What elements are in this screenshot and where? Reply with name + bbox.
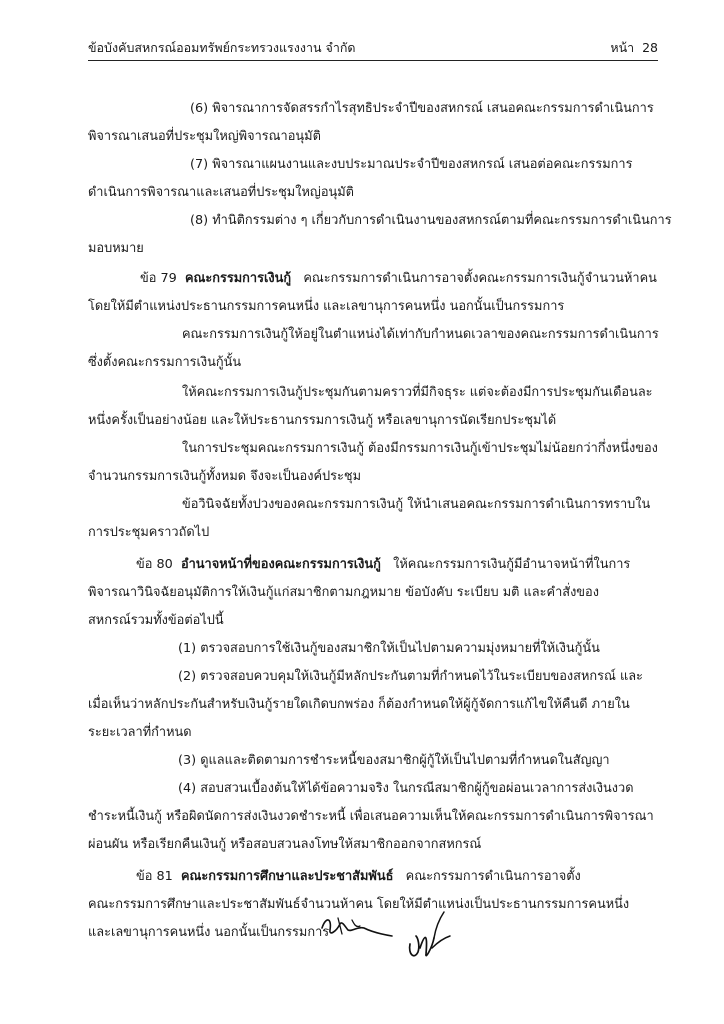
section-79-heading — [140, 270, 657, 288]
section-80-number: ข้อ 80 — [136, 557, 173, 572]
header-divider — [88, 60, 658, 61]
item-8-line-2: มอบหมาย — [88, 241, 144, 256]
section-80-item-2-line-1: (2) ตรวจสอบควบคุมให้เงินกู้มีหลักประกันตามที่กำหนดไว้ในระเบียบของสหกรณ์ และ — [178, 669, 643, 684]
handwritten-signature-2 — [404, 908, 454, 964]
page-header — [88, 34, 658, 58]
section-81-text: คณะกรรมการดำเนินการอาจตั้ง — [405, 869, 581, 884]
document-title: ข้อบังคับสหกรณ์ออมทรัพย์กระทรวงแรงงาน จำกัด — [88, 40, 356, 55]
section-79-para-2-line-2: ซึ่งตั้งคณะกรรมการเงินกู้นั้น — [88, 355, 242, 370]
section-80-item-2-line-2: เมื่อเห็นว่าหลักประกันสำหรับเงินกู้รายใดเกิดบกพร่อง ก็ต้องกำหนดให้ผู้กู้จัดการแก้ไขให้คืนดี ภายใน — [88, 697, 630, 712]
section-81-line-3: และเลขานุการคนหนึ่ง นอกนั้นเป็นกรรมการ — [88, 925, 330, 940]
section-79-number: ข้อ 79 — [140, 271, 177, 286]
section-79-para-3-line-2: หนึ่งครั้งเป็นอย่างน้อย และให้ประธานกรรมการเงินกู้ หรือเลขานุการนัดเรียกประชุมได้ — [88, 413, 557, 428]
section-79-para-5-line-2: การประชุมคราวถัดไป — [88, 525, 210, 540]
item-7-line-2: ดำเนินการพิจารณาและเสนอที่ประชุมใหญ่อนุมัติ — [88, 185, 354, 200]
section-80-line-3: สหกรณ์รวมทั้งข้อต่อไปนี้ — [88, 613, 224, 628]
section-80-item-4-line-2: ชำระหนี้เงินกู้ หรือผิดนัดการส่งเงินงวดชำระหนี้ เพื่อเสนอความเห็นให้คณะกรรมการดำเนินการพิจารณา — [88, 809, 654, 824]
item-7-line-1: (7) พิจารณาแผนงานและงบประมาณประจำปีของสหกรณ์ เสนอต่อคณะกรรมการ — [190, 157, 633, 172]
section-79-title: คณะกรรมการเงินกู้ — [184, 271, 292, 286]
section-81-number: ข้อ 81 — [136, 869, 173, 884]
section-80-text: ให้คณะกรรมการเงินกู้มีอำนาจหน้าที่ในการ — [393, 557, 631, 572]
section-79-para-5-line-1: ข้อวินิจฉัยทั้งปวงของคณะกรรมการเงินกู้ ให้นำเสนอคณะกรรมการดำเนินการทราบใน — [182, 497, 651, 512]
section-81-line-2: คณะกรรมการศึกษาและประชาสัมพันธ์จำนวนห้าคน โดยให้มีตำแหน่งเป็นประธานกรรมการคนหนึ่ง — [88, 897, 630, 912]
section-79-line-2: โดยให้มีตำแหน่งประธานกรรมการคนหนึ่ง และเลขานุการคนหนึ่ง นอกนั้นเป็นกรรมการ — [88, 299, 565, 314]
section-81-title: คณะกรรมการศึกษาและประชาสัมพันธ์ — [180, 869, 394, 884]
section-80-item-4-line-3: ผ่อนผัน หรือเรียกคืนเงินกู้ หรือสอบสวนลงโทษให้สมาชิกออกจากสหกรณ์ — [88, 837, 482, 852]
handwritten-signature-1 — [318, 906, 398, 946]
item-6-line-2: พิจารณาเสนอที่ประชุมใหญ่พิจารณาอนุมัติ — [88, 129, 321, 144]
section-80-item-3: (3) ดูแลและติดตามการชำระหนี้ของสมาชิกผู้กู้ให้เป็นไปตามที่กำหนดในสัญญา — [178, 753, 610, 768]
section-80-line-2: พิจารณาวินิจฉัยอนุมัติการให้เงินกู้แก่สมาชิกตามกฎหมาย ข้อบังคับ ระเบียบ มติ และคำสั่งของ — [88, 585, 599, 600]
section-79-para-2-line-1: คณะกรรมการเงินกู้ให้อยู่ในตำแหน่งได้เท่ากับกำหนดเวลาของคณะกรรมการดำเนินการ — [182, 327, 659, 342]
section-79-text: คณะกรรมการดำเนินการอาจตั้งคณะกรรมการเงินกู้จำนวนห้าคน — [303, 271, 657, 286]
section-80-item-2-line-3: ระยะเวลาที่กำหนด — [88, 725, 192, 740]
section-80-title: อำนาจหน้าที่ของคณะกรรมการเงินกู้ — [180, 557, 381, 572]
section-80-item-1: (1) ตรวจสอบการใช้เงินกู้ของสมาชิกให้เป็นไปตามความมุ่งหมายที่ให้เงินกู้นั้น — [178, 641, 600, 656]
section-79-para-4-line-2: จำนวนกรรมการเงินกู้ทั้งหมด จึงจะเป็นองค์ประชุม — [88, 469, 362, 484]
section-81-heading — [136, 868, 581, 886]
section-79-para-3-line-1: ให้คณะกรรมการเงินกู้ประชุมกันตามคราวที่มีกิจธุระ แต่จะต้องมีการประชุมกันเดือนละ — [182, 385, 653, 400]
page-number-label: หน้า 28 — [610, 40, 658, 55]
section-80-item-4-line-1: (4) สอบสวนเบื้องต้นให้ได้ข้อความจริง ในกรณีสมาชิกผู้กู้ขอผ่อนเวลาการส่งเงินงวด — [178, 781, 634, 796]
section-80-heading — [136, 556, 630, 574]
item-6-line-1: (6) พิจารณาการจัดสรรกำไรสุทธิประจำปีของสหกรณ์ เสนอคณะกรรมการดำเนินการ — [190, 101, 654, 116]
item-8-line-1: (8) ทำนิติกรรมต่าง ๆ เกี่ยวกับการดำเนินงานของสหกรณ์ตามที่คณะกรรมการดำเนินการ — [190, 213, 672, 228]
section-79-para-4-line-1: ในการประชุมคณะกรรมการเงินกู้ ต้องมีกรรมการเงินกู้เข้าประชุมไม่น้อยกว่ากึ่งหนึ่งของ — [182, 441, 658, 456]
